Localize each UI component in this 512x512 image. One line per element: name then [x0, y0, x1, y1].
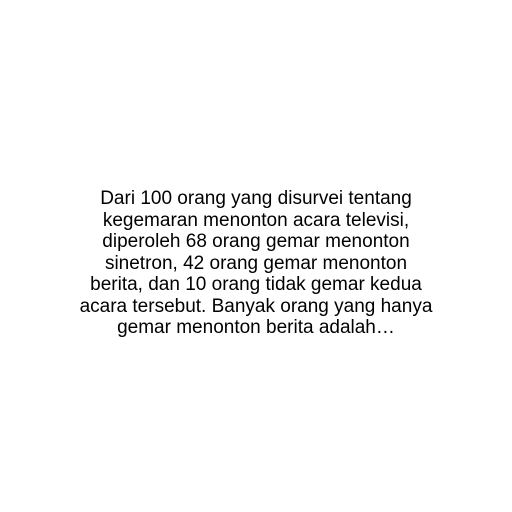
question-line-5: berita, dan 10 orang tidak gemar kedua — [90, 274, 422, 295]
question-line-6: acara tersebut. Banyak orang yang hanya — [79, 295, 433, 317]
question-line-7: gemar menonton berita adalah… — [117, 317, 395, 338]
question-line-2: kegemaran menonton acara televisi, — [102, 209, 410, 231]
question-line-3: diperoleh 68 orang gemar menonton — [102, 231, 410, 252]
question-line-4: sinetron, 42 orang gemar menonton — [104, 252, 408, 274]
question-line-1: Dari 100 orang yang disurvei tentang — [100, 188, 412, 209]
question-text — [0, 188, 512, 339]
